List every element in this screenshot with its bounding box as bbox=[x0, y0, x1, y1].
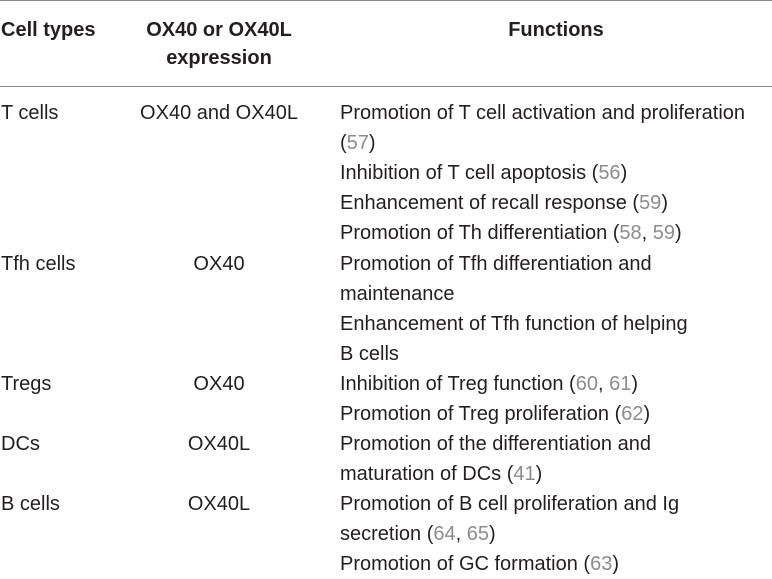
function-line: Promotion of Tfh differentiation and bbox=[340, 253, 652, 275]
function-line: Inhibition of Treg function (60, 61) bbox=[340, 373, 638, 395]
function-line: Enhancement of Tfh function of helping bbox=[340, 313, 688, 335]
reference-link[interactable]: 63 bbox=[590, 553, 613, 575]
reference-link[interactable]: 64 bbox=[433, 523, 456, 545]
row-cell-type: Tfh cells bbox=[1, 253, 76, 275]
row-functions bbox=[340, 249, 772, 369]
function-line: B cells bbox=[340, 343, 399, 365]
function-line: Promotion of T cell activation and proliferation bbox=[340, 102, 746, 124]
row-cell-type: Tregs bbox=[1, 373, 52, 395]
function-line: Promotion of GC formation (63) bbox=[340, 553, 620, 575]
function-line: Promotion of Treg proliferation (62) bbox=[340, 403, 651, 425]
reference-link[interactable]: 59 bbox=[652, 222, 676, 244]
row-functions bbox=[340, 429, 772, 489]
function-line: maintenance bbox=[340, 283, 455, 305]
row-expression: OX40 bbox=[193, 373, 245, 395]
header-divider-rule bbox=[0, 86, 772, 87]
function-line: maturation of DCs (41) bbox=[340, 463, 543, 485]
row-functions bbox=[340, 489, 772, 579]
reference-link[interactable]: 56 bbox=[598, 162, 621, 184]
function-line: (57) bbox=[340, 132, 376, 154]
table-top-rule bbox=[0, 0, 772, 1]
function-line: Promotion of the differentiation and bbox=[340, 433, 651, 455]
row-functions bbox=[340, 98, 772, 248]
row-cell-type: DCs bbox=[1, 433, 40, 455]
function-line: secretion (64, 65) bbox=[340, 523, 496, 545]
row-expression: OX40 and OX40L bbox=[140, 102, 298, 124]
reference-link[interactable]: 61 bbox=[609, 373, 632, 395]
row-expression: OX40 bbox=[193, 253, 245, 275]
row-cell-type: B cells bbox=[1, 493, 60, 515]
row-expression: OX40L bbox=[187, 493, 251, 515]
function-line: Promotion of B cell proliferation and Ig bbox=[340, 493, 680, 515]
row-functions bbox=[340, 369, 772, 429]
reference-link[interactable]: 62 bbox=[621, 403, 644, 425]
function-line: Enhancement of recall response (59) bbox=[340, 192, 668, 214]
reference-link[interactable]: 58 bbox=[619, 222, 642, 244]
reference-link[interactable]: 59 bbox=[639, 192, 662, 214]
function-line: Inhibition of T cell apoptosis (56) bbox=[340, 162, 628, 184]
reference-link[interactable]: 60 bbox=[575, 373, 598, 395]
row-expression: OX40L bbox=[187, 433, 251, 455]
reference-link[interactable]: 65 bbox=[466, 523, 489, 545]
function-line: Promotion of Th differentiation (58, 59) bbox=[340, 222, 682, 244]
header-functions: Functions bbox=[508, 19, 604, 41]
header-expression: OX40 or OX40L expression bbox=[146, 19, 292, 69]
header-cell-types: Cell types bbox=[1, 19, 96, 41]
row-cell-type: T cells bbox=[1, 102, 59, 124]
reference-link[interactable]: 41 bbox=[513, 463, 536, 485]
reference-link[interactable]: 57 bbox=[346, 132, 369, 154]
